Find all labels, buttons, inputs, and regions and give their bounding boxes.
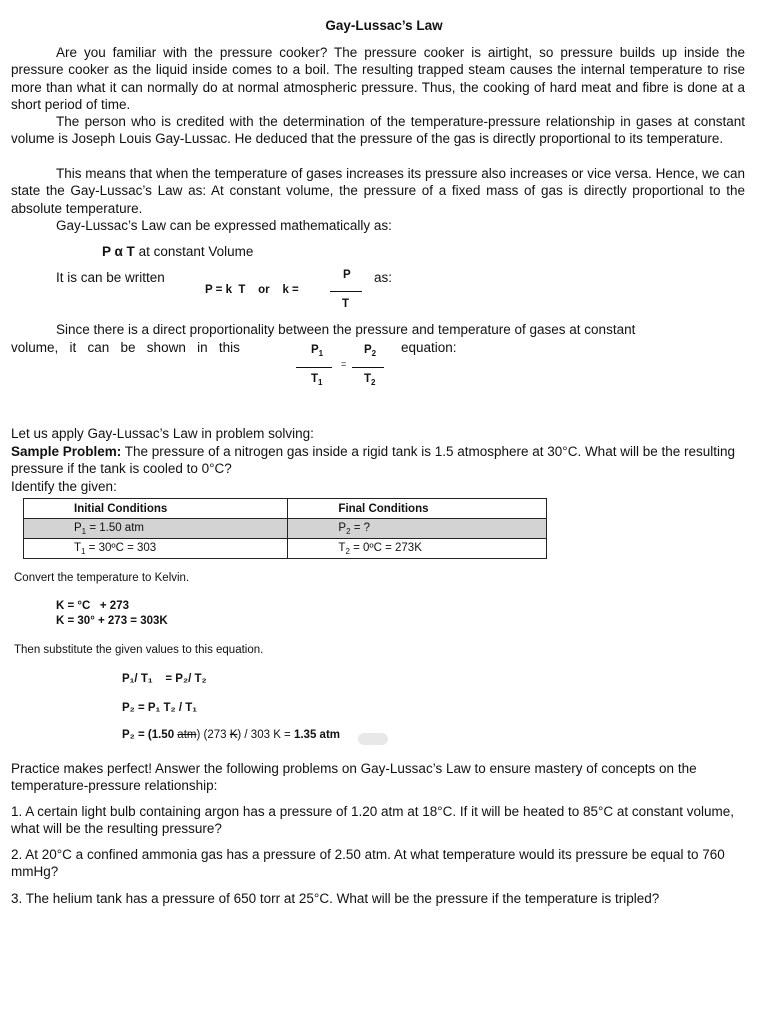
table-header-row: [24, 499, 547, 519]
cancelled-k: K: [229, 729, 238, 741]
table-cell-initial-temperature: $T_1$ = 30ºC = 303: [24, 539, 288, 559]
ratio-bar-2: [352, 367, 384, 368]
since-line-1: Since there is a direct proportionality between the pressure and temperature of gases at constant: [56, 322, 636, 337]
substitute-equation-3: P₂ = (1.50 atm) (273 K) / 303 K = 1.35 atm: [122, 729, 340, 741]
formula-proportional-text: at constant Volume: [134, 244, 254, 259]
practice-intro: Practice makes perfect! Answer the following problems on Gay-Lussac’s Law to ensure mastery of concepts on the temperature-pressure relationship:: [11, 761, 697, 794]
table-row: [24, 519, 547, 539]
paragraph-pressure-cooker: Are you familiar with the pressure cooker? The pressure cooker is airtight, so pressure builds up inside the pressure cooker as the liquid inside comes to a boil. The resulting trapped steam causes the internal temperature to rise more than what it can normally do at normal atmospheric pressure. Thus, the cooking of hard meat and fibre is done at a short period of time.: [11, 45, 745, 112]
identify-given: Identify the given:: [11, 479, 117, 494]
table-row: [24, 539, 547, 559]
given-conditions-table: [23, 498, 547, 559]
paragraph-expression-intro: Gay-Lussac’s Law can be expressed mathematically as:: [56, 218, 392, 233]
equation-k-form: P = k T or k =: [205, 284, 299, 296]
page-title: Gay-Lussac’s Law: [325, 18, 443, 33]
ratio-t2: $T_2$: [364, 373, 376, 387]
ratio-p2: $P_2$: [364, 344, 377, 358]
table-header-final: Final Conditions: [288, 499, 547, 519]
since-tail: equation:: [401, 340, 457, 355]
practice-problem-1: 1. A certain light bulb containing argon has a pressure of 1.20 atm at 18°C. If it will be heated to 85°C at constant volume, what will be the resulting pressure?: [11, 804, 734, 837]
sample-problem-label: Sample Problem:: [11, 444, 122, 459]
fraction-numerator: P: [343, 269, 351, 281]
ratio-t1: $T_1$: [311, 373, 323, 387]
watermark-mark: [358, 733, 388, 745]
written-lead-text: It is can be written: [56, 270, 165, 285]
convert-formula: K = °C + 273: [56, 600, 129, 612]
paragraph-law-statement: This means that when the temperature of gases increases its pressure also increases or vice versa. Hence, we can state the Gay-Lussac’s Law as: At constant volume, the pressure of a fixed mass of gas is directly proportional to the absolute temperature.: [11, 166, 745, 216]
practice-problem-3: 3. The helium tank has a pressure of 650 torr at 25°C. What will be the pressure if the temperature is tripled?: [11, 891, 660, 906]
table-header-initial: Initial Conditions: [24, 499, 288, 519]
since-line-2: volume, it can be shown in this: [11, 340, 240, 355]
practice-problem-2: 2. At 20°C a confined ammonia gas has a pressure of 2.50 atm. At what temperature would its pressure be equal to 760 mmHg?: [11, 847, 725, 880]
cancelled-atm: atm: [177, 729, 197, 741]
formula-proportional-symbol: P α T: [102, 244, 135, 259]
ratio-bar-1: [296, 367, 332, 368]
sample-problem-text: The pressure of a nitrogen gas inside a rigid tank is 1.5 atmosphere at 30°C. What will be the resulting pressure if the tank is cooled to 0°C?: [11, 444, 736, 477]
table-cell-final-pressure: $P_2$ = ?: [288, 519, 547, 539]
ratio-p1: $P_1$: [311, 344, 324, 358]
ratio-equals: =: [341, 359, 347, 369]
formula-proportional: [102, 244, 253, 259]
substitute-equation-1: P₁/ T₁ = P₂/ T₂: [122, 673, 207, 685]
substitute-equation-2: P₂ = P₁ T₂ / T₁: [122, 702, 198, 714]
written-tail-text: as:: [374, 270, 393, 285]
substitute-heading: Then substitute the given values to this equation.: [14, 644, 264, 656]
convert-heading: Convert the temperature to Kelvin.: [14, 572, 190, 584]
apply-intro: Let us apply Gay-Lussac’s Law in problem solving:: [11, 426, 314, 441]
paragraph-gay-lussac-credit: The person who is credited with the determination of the temperature-pressure relationship in gases at constant volume is Joseph Louis Gay-Lussac. He deduced that the pressure of the gas is directly proportional to its temperature.: [11, 114, 745, 147]
table-cell-initial-pressure: $P_1 = 1.50$ atm: [24, 519, 288, 539]
fraction-denominator: T: [342, 298, 350, 310]
convert-result: K = 30° + 273 = 303K: [56, 615, 168, 627]
fraction-bar: [330, 291, 362, 292]
table-cell-final-temperature: $T_2$ = 0ºC = 273K: [288, 539, 547, 559]
sample-problem: [11, 443, 745, 478]
final-answer: 1.35 atm: [293, 729, 340, 741]
